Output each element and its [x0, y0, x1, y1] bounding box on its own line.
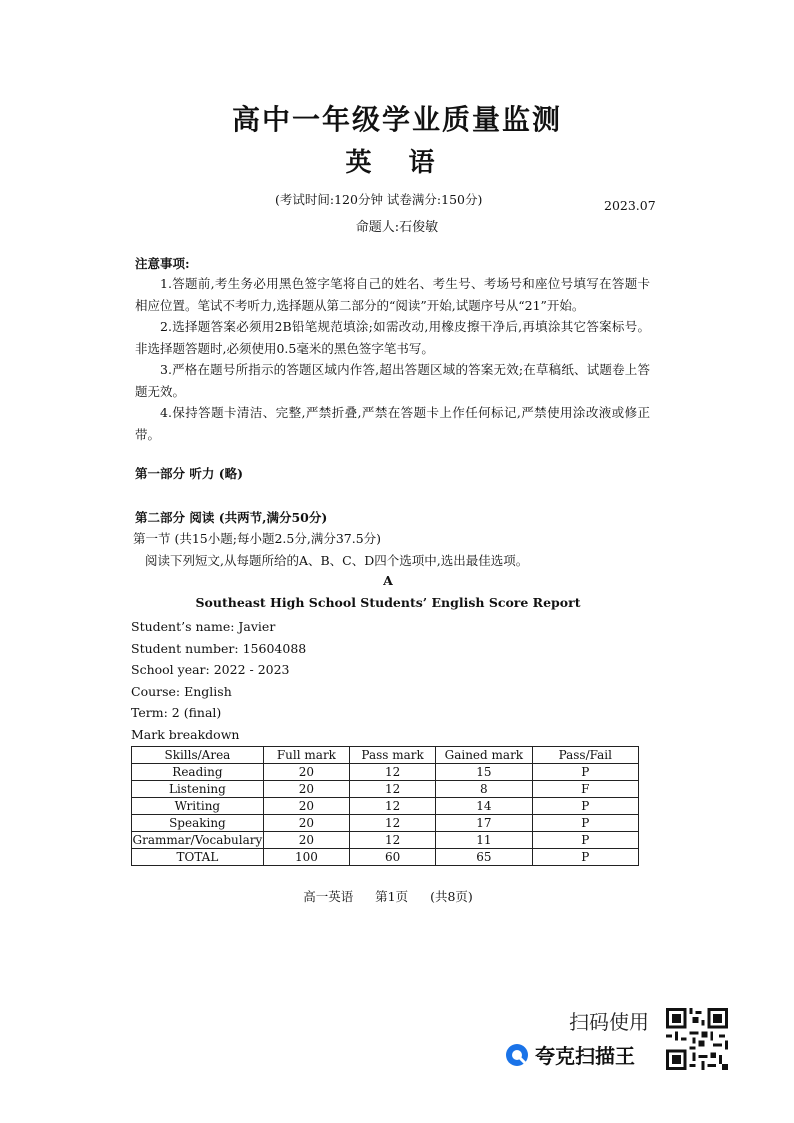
exam-meta: (考试时间:120分钟 试卷满分:150分) [275, 192, 483, 207]
exam-date: 2023.07 [604, 198, 656, 213]
table-row [132, 764, 639, 781]
table-cell: 12 [350, 815, 436, 832]
passage-label: A [383, 573, 393, 588]
table-row [132, 849, 639, 866]
question-setter: 命题人:石俊敏 [355, 220, 439, 235]
table-cell: P [532, 764, 638, 781]
table-cell: P [532, 849, 638, 866]
column-header: Pass mark [350, 747, 436, 764]
table-cell: 20 [263, 764, 349, 781]
table-cell: F [532, 781, 638, 798]
table-cell: P [532, 832, 638, 849]
table-cell: 20 [263, 781, 349, 798]
table-cell: 11 [436, 832, 532, 849]
term: Term: 2 (final) [131, 705, 222, 720]
score-table [131, 746, 639, 866]
table-cell: 17 [436, 815, 532, 832]
scanner-brand [505, 1040, 635, 1069]
notice-item: 1.答题前,考生务必用黑色签字笔将自己的姓名、考生号、考场号和座位号填写在答题卡相应位置。笔试不考听力,选择题从第二部分的“阅读”开始,试题序号从“21”开始。 [135, 276, 650, 313]
column-header: Pass/Fail [532, 747, 638, 764]
notice-item: 4.保持答题卡清洁、完整,严禁折叠,严禁在答题卡上作任何标记,严禁使用涂改液或修正带。 [135, 405, 650, 442]
subject-title: 英 语 [345, 148, 449, 178]
table-cell: 20 [263, 832, 349, 849]
quark-logo-icon [505, 1043, 529, 1067]
scan-prompt: 扫码使用 [569, 1010, 649, 1034]
table-cell: 20 [263, 798, 349, 815]
column-header: Gained mark [436, 747, 532, 764]
table-cell: Reading [132, 764, 264, 781]
student-info [131, 616, 306, 745]
table-row [132, 832, 639, 849]
table-cell: 12 [350, 832, 436, 849]
table-cell: Writing [132, 798, 264, 815]
notice-item: 2.选择题答案必须用2B铅笔规范填涂;如需改动,用橡皮擦干净后,再填涂其它答案标号。非选择题答题时,必须使用0.5毫米的黑色签字笔书写。 [135, 319, 650, 356]
table-row [132, 781, 639, 798]
table-cell: 14 [436, 798, 532, 815]
table-row [132, 815, 639, 832]
table-cell: TOTAL [132, 849, 264, 866]
student-name: Student’s name: Javier [131, 619, 276, 634]
course: Course: English [131, 683, 232, 699]
notice-list [135, 273, 650, 445]
mark-breakdown-label: Mark breakdown [131, 726, 240, 742]
table-cell: 65 [436, 849, 532, 866]
column-header: Skills/Area [132, 747, 264, 764]
table-cell: 12 [350, 764, 436, 781]
page-footer: 高一英语 第1页 (共8页) [303, 889, 473, 904]
table-cell: 20 [263, 815, 349, 832]
school-year: School year: 2022 - 2023 [131, 662, 290, 677]
section1-heading: 第一节 (共15小题;每小题2.5分,满分37.5分) [133, 531, 382, 546]
table-cell: P [532, 798, 638, 815]
table-row [132, 798, 639, 815]
table-cell: 8 [436, 781, 532, 798]
student-number: Student number: 15604088 [131, 640, 307, 656]
table-cell: Speaking [132, 815, 264, 832]
part2-heading: 第二部分 阅读 (共两节,满分50分) [135, 510, 328, 525]
exam-title: 高中一年级学业质量监测 [231, 103, 562, 136]
table-cell: 15 [436, 764, 532, 781]
brand-name: 夸克扫描王 [535, 1044, 635, 1068]
table-cell: 12 [350, 798, 436, 815]
table-cell: Listening [132, 781, 264, 798]
column-header: Full mark [263, 747, 349, 764]
table-cell: 100 [263, 849, 349, 866]
table-cell: Grammar/Vocabulary [132, 833, 263, 847]
reading-instruction: 阅读下列短文,从每题所给的A、B、C、D四个选项中,选出最佳选项。 [145, 553, 529, 568]
report-title: Southeast High School Students’ English Score Report [195, 595, 581, 610]
notice-heading: 注意事项: [135, 256, 190, 271]
qr-code-icon[interactable] [666, 1008, 728, 1070]
table-cell: 12 [350, 781, 436, 798]
table-header-row [132, 747, 639, 764]
table-cell: P [532, 815, 638, 832]
part1-heading: 第一部分 听力 (略) [135, 466, 244, 481]
notice-item: 3.严格在题号所指示的答题区域内作答,超出答题区域的答案无效;在草稿纸、试题卷上答题无效。 [135, 362, 650, 399]
table-cell: 60 [350, 849, 436, 866]
